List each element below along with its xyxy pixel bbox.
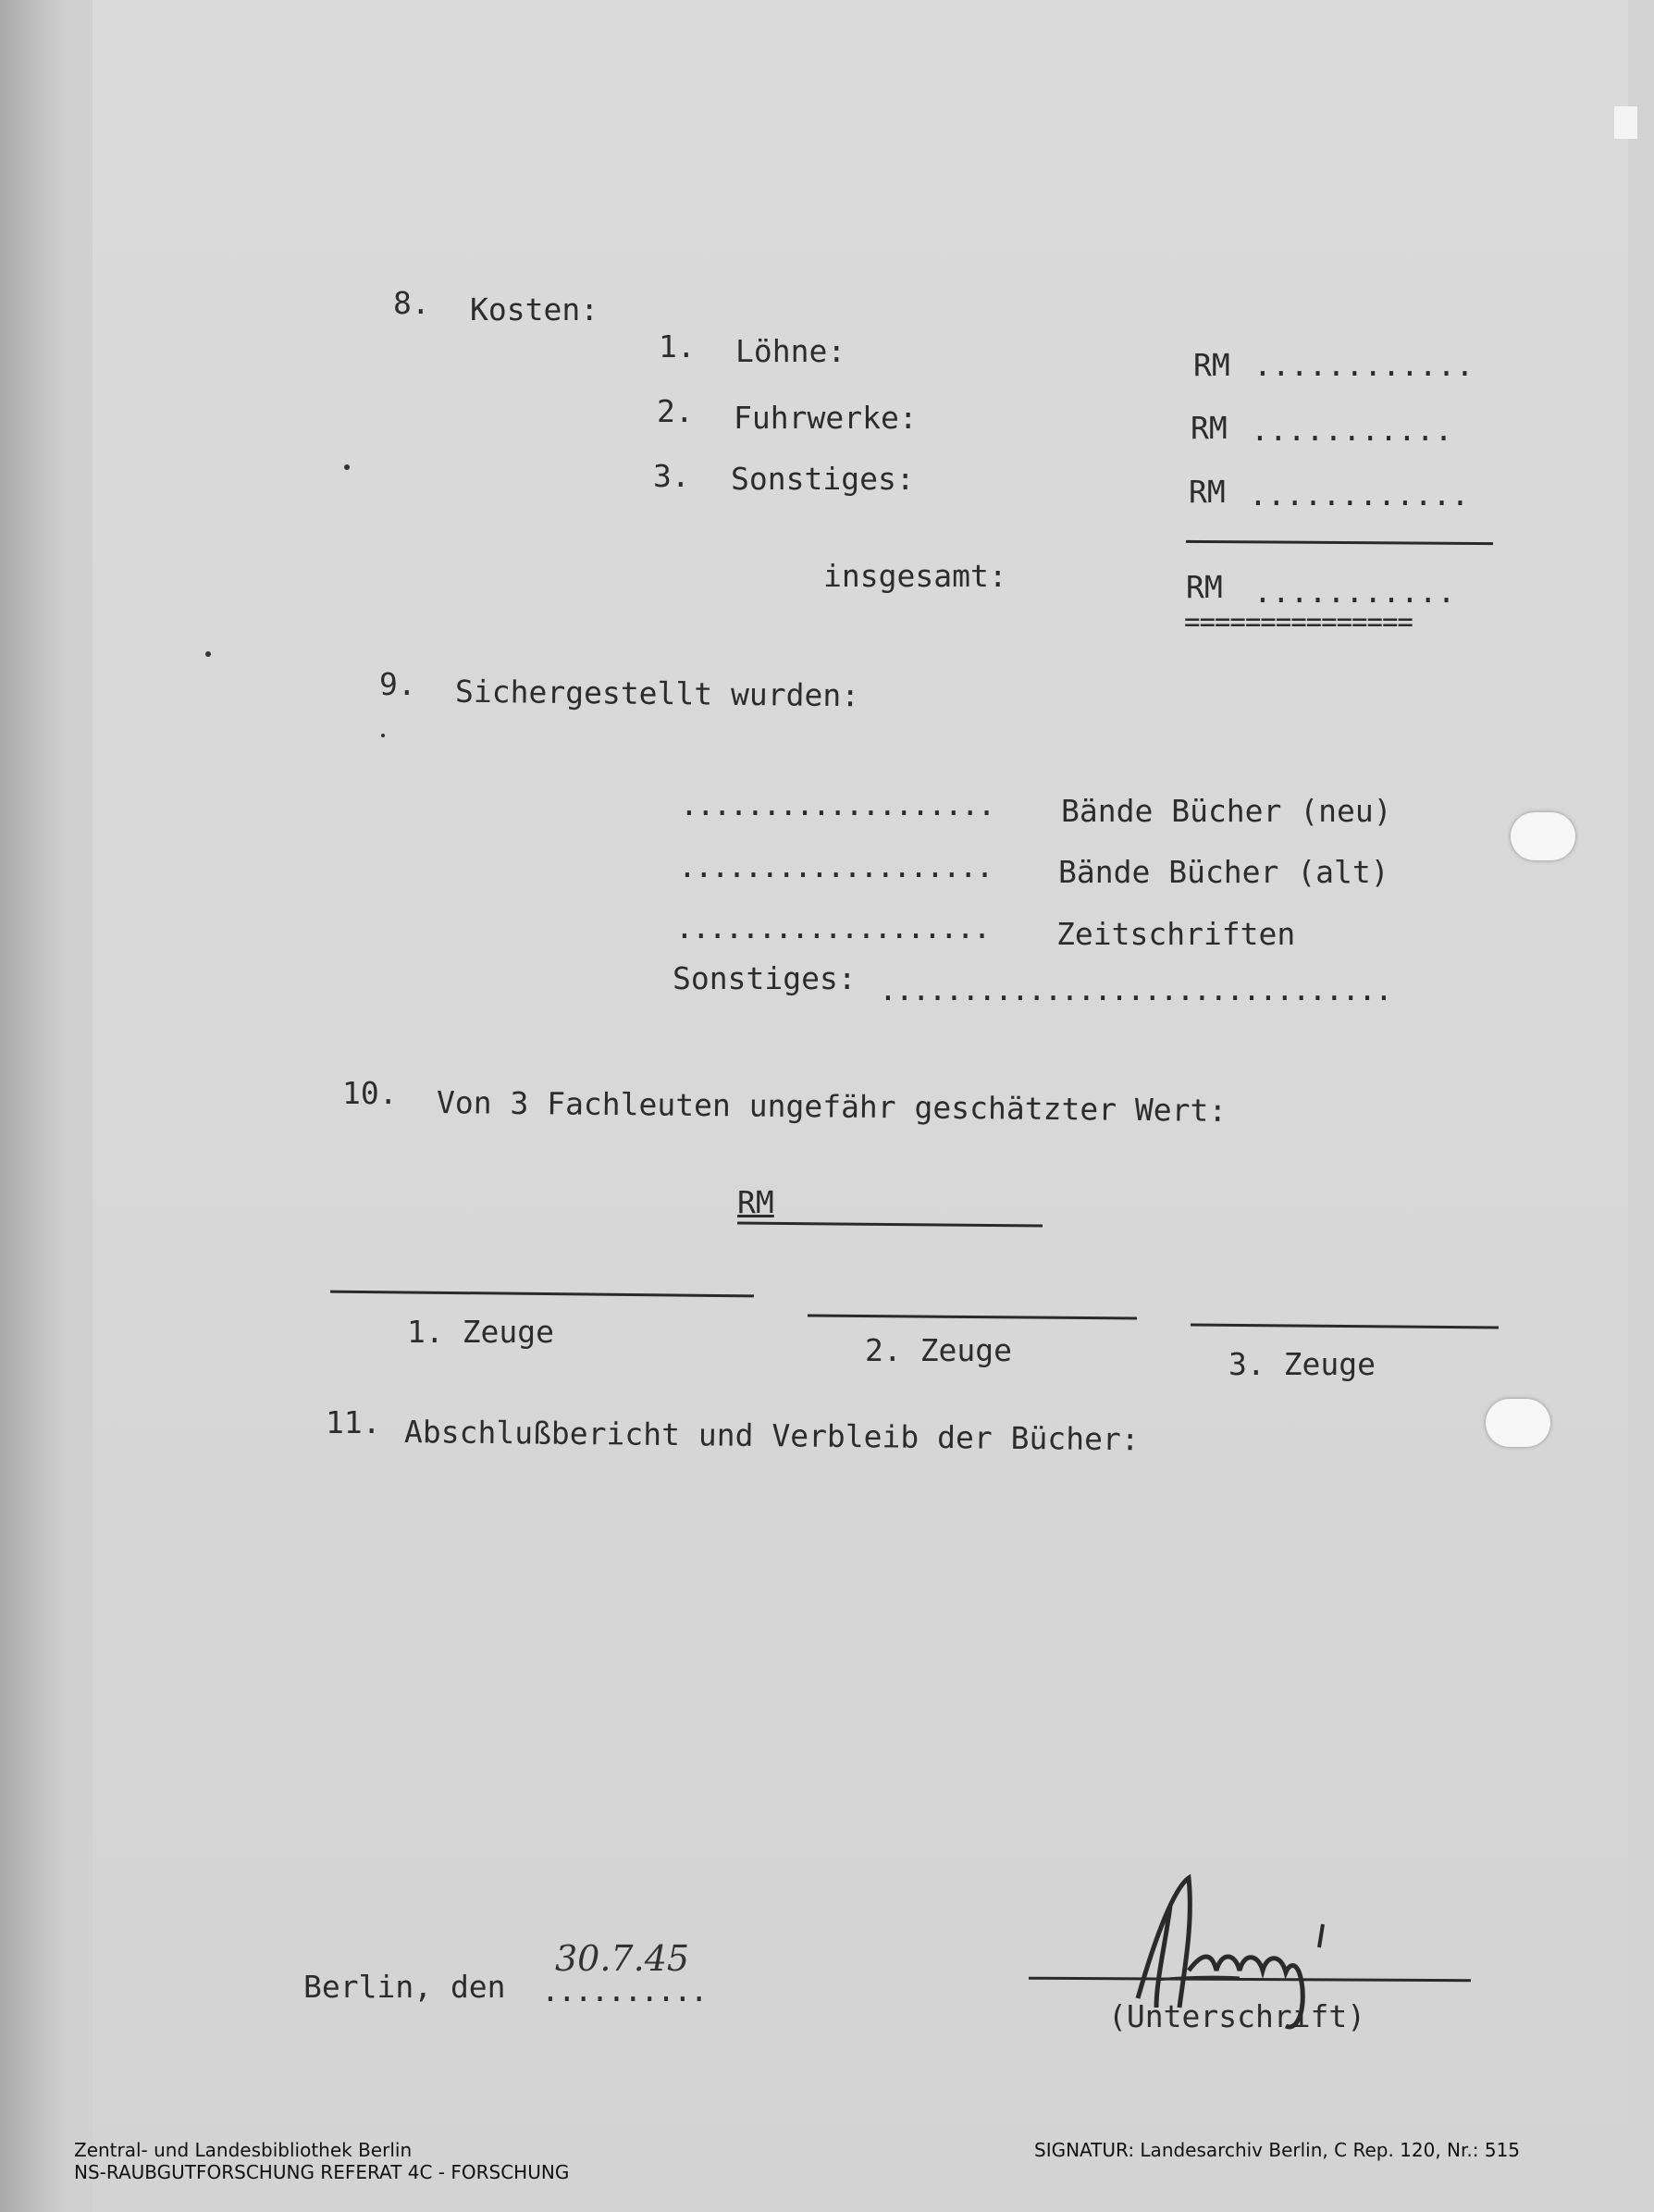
cost-item-currency: RM (1193, 347, 1230, 383)
section11-number: 11. (326, 1404, 381, 1440)
place-date-label: Berlin, den (303, 1969, 506, 2005)
section9-number: 9. (379, 666, 416, 702)
secured-item-dots: ................... (680, 786, 994, 822)
signature-caption: (Unterschrift) (1108, 1998, 1366, 2034)
handwritten-signature (1101, 1869, 1415, 2035)
estimated-value-currency: RM (737, 1184, 774, 1220)
footer-signature-ref: SIGNATUR: Landesarchiv Berlin, C Rep. 120, Nr.: 515 (1034, 2139, 1521, 2161)
witness-3-label: 3. Zeuge (1228, 1346, 1376, 1382)
total-currency: RM (1186, 569, 1223, 605)
cost-item-label: Löhne: (735, 333, 846, 369)
cost-item-currency: RM (1191, 410, 1228, 446)
cost-item-dots: ........... (1251, 412, 1453, 448)
cost-item-number: 2. (657, 393, 694, 429)
punch-hole-upper (1511, 812, 1575, 860)
date-dots: .......... (541, 1972, 707, 2008)
witness-1-label: 1. Zeuge (407, 1314, 554, 1350)
witness-2-label: 2. Zeuge (865, 1332, 1012, 1368)
handwritten-date: 30.7.45 (555, 1938, 690, 1979)
secured-item-label: Bände Bücher (alt) (1058, 854, 1389, 890)
cost-item-label: Fuhrwerke: (734, 400, 918, 436)
secured-other-dots: ............................... (879, 971, 1391, 1007)
cost-item-number: 3. (653, 458, 690, 494)
total-label: insgesamt: (823, 558, 1007, 594)
secured-item-label: Zeitschriften (1056, 916, 1296, 952)
cost-item-dots: ............ (1253, 347, 1475, 383)
section8-heading: Kosten: (470, 291, 599, 327)
ink-speck (381, 734, 385, 737)
cost-item-label: Sonstiges: (731, 461, 915, 497)
section8-number: 8. (393, 285, 430, 321)
section10-number: 10. (342, 1075, 398, 1111)
secured-other-label: Sonstiges: (673, 960, 857, 996)
torn-edge-mark (1614, 106, 1637, 139)
ink-speck (205, 651, 211, 657)
secured-item-label: Bände Bücher (neu) (1061, 793, 1392, 829)
secured-item-dots: ................... (675, 909, 990, 945)
secured-item-dots: ................... (678, 848, 993, 884)
section9-heading: Sichergestellt wurden: (454, 673, 860, 714)
section10-heading: Von 3 Fachleuten ungefähr geschätzter Wert: (436, 1084, 1228, 1129)
punch-hole-lower (1486, 1399, 1550, 1447)
ink-speck (344, 464, 350, 470)
total-double-rule: =============== (1184, 606, 1413, 637)
footer-department: NS-RAUBGUTFORSCHUNG REFERAT 4C - FORSCHUNG (74, 2161, 570, 2183)
footer-library-name: Zentral- und Landesbibliothek Berlin (74, 2139, 413, 2161)
section11-heading: Abschlußbericht und Verbleib der Bücher: (403, 1414, 1140, 1458)
cost-item-number: 1. (659, 328, 696, 365)
cost-item-currency: RM (1189, 474, 1226, 510)
cost-item-dots: ............ (1249, 476, 1470, 513)
total-dots: ........... (1253, 574, 1456, 610)
